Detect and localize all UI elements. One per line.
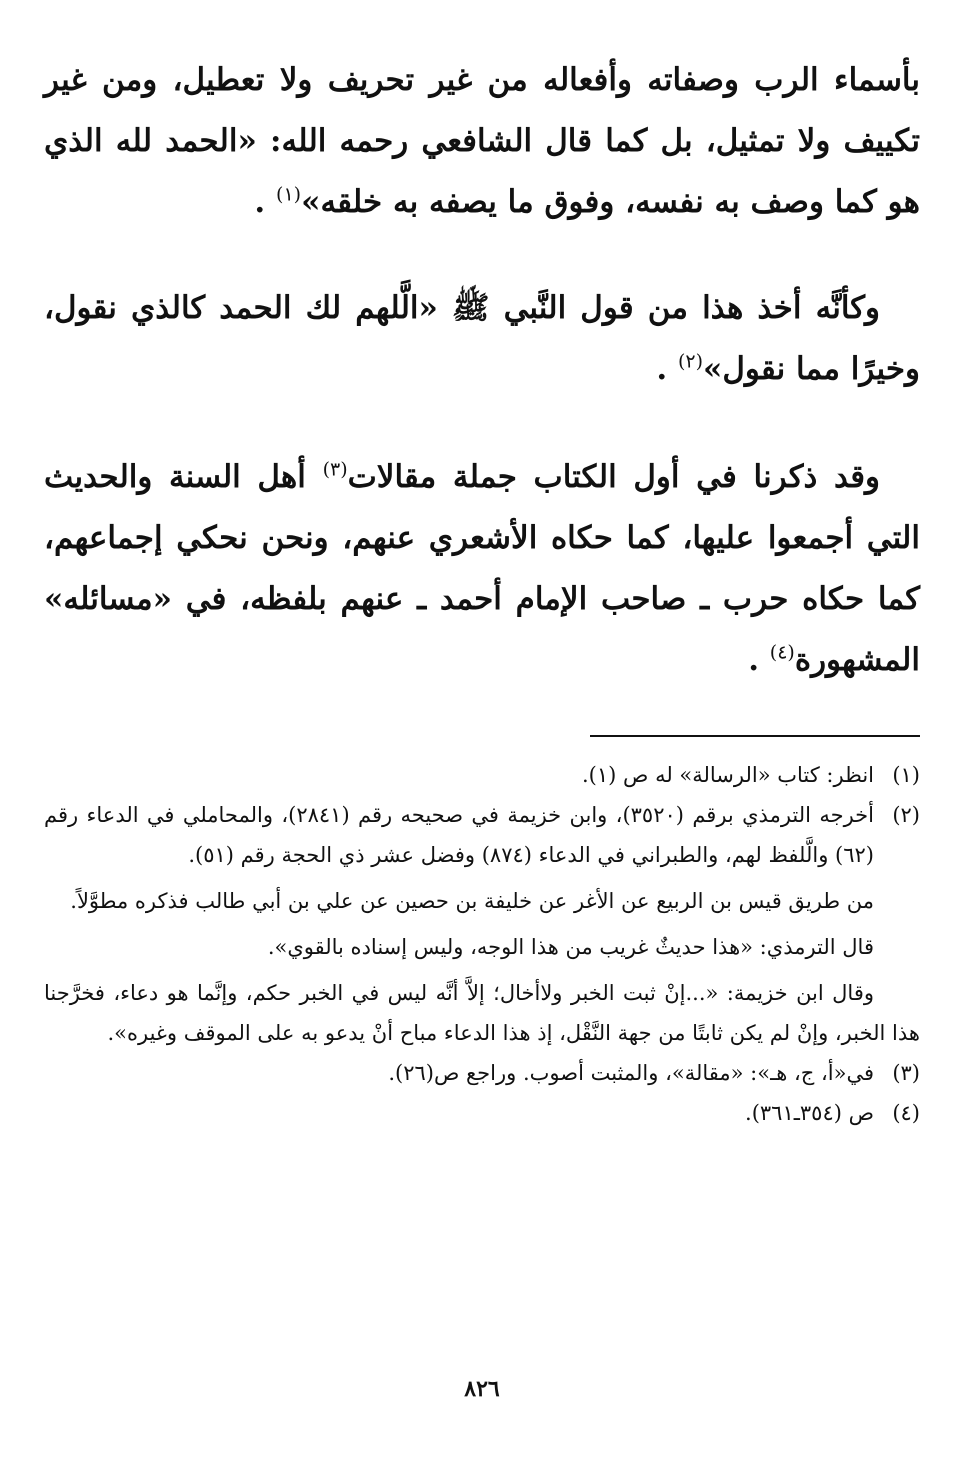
paragraph-3 [44, 447, 920, 691]
footnote-ref-1[interactable]: (١) [276, 183, 302, 206]
footnote-4 [44, 1093, 920, 1133]
footnote-ref-4[interactable]: (٤) [769, 641, 795, 664]
paragraph-1 [44, 50, 920, 233]
footnote-text: ص (٣٥٤ـ٣٦١). [745, 1101, 874, 1125]
footnote-text: انظر: كتاب «الرسالة» له ص (١). [581, 763, 874, 787]
main-text [44, 50, 920, 691]
paragraph-2-text: وكأنَّه أخذ هذا من قول النَّبي ﷺ «الَّلهم لك الحمد كالذي نقول، وخيرًا مما نقول» [44, 290, 920, 387]
footnote-number: (٤) [892, 1101, 920, 1125]
paragraph-3-text-b: أهل السنة والحديث التي أجمعوا عليها، كما حكاه الأشعري عنهم، ونحن نحكي إجماعهم، كما حكاه حرب ـ صاحب الإمام أحمد ـ عنهم بلفظه، في «مسائله» المشهورة [44, 459, 920, 678]
footnote-number: (٣) [892, 1061, 920, 1085]
footnote-divider [590, 735, 920, 737]
footnote-number: (٢) [892, 803, 920, 827]
paragraph-2-end: . [656, 351, 668, 387]
footnote-1 [44, 755, 920, 795]
paragraph-2 [44, 278, 920, 400]
footnote-2 [44, 795, 920, 875]
footnote-3 [44, 1053, 920, 1093]
paragraph-1-text: بأسماء الرب وصفاته وأفعاله من غير تحريف ولا تعطيل، ومن غير تكييف ولا تمثيل، بل كما قال الشافعي رحمه الله: «الحمد لله الذي هو كما وصف به نفسه، وفوق ما يصفه به خلقه» [44, 62, 920, 220]
footnote-2-tirmidhi: قال الترمذي: «هذا حديثٌ غريب من هذا الوجه، وليس إسناده بالقوي». [267, 935, 874, 959]
page-number: ٨٢٦ [464, 1376, 500, 1402]
paragraph-3-text-a: وقد ذكرنا في أول الكتاب جملة مقالات [347, 459, 881, 495]
footnote-text: في«أ، ج، هـ»: «مقالة»، والمثبت أصوب. وراجع ص(٢٦). [388, 1061, 874, 1085]
paragraph-3-end: . [748, 642, 759, 678]
footnote-number: (١) [892, 763, 920, 787]
footnote-ref-3[interactable]: (٣) [322, 458, 348, 481]
paragraph-1-end: . [254, 184, 266, 220]
footnote-text: أخرجه الترمذي برقم (٣٥٢٠)، وابن خزيمة في صحيحه رقم (٢٨٤١)، والمحاملي في الدعاء رقم (٦٢) والَّلفظ لهم، والطبراني في الدعاء (٨٧٤) وفضل عشر ذي الحجة رقم (٥١). [44, 803, 874, 867]
footnote-2-chain: من طريق قيس بن الربيع عن الأغر عن خليفة بن حصين عن علي بن أبي طالب فذكره مطوَّلاً. [70, 889, 874, 913]
footnotes [44, 755, 920, 1133]
footnote-2-ibn-khuzaymah: وقال ابن خزيمة: «...إنْ ثبت الخبر ولاأخال؛ إلاَّ أنَّه ليس في الخبر حكم، وإنَّما هو دعاء، فخرَّجنا هذا الخبر، وإنْ لم يكن ثابتًا من جهة النَّقْل، إذ هذا الدعاء مباح أنْ يدعو به على الموقف وغيره». [44, 981, 920, 1045]
footnote-ref-2[interactable]: (٢) [677, 350, 703, 373]
page-content [44, 50, 920, 1133]
